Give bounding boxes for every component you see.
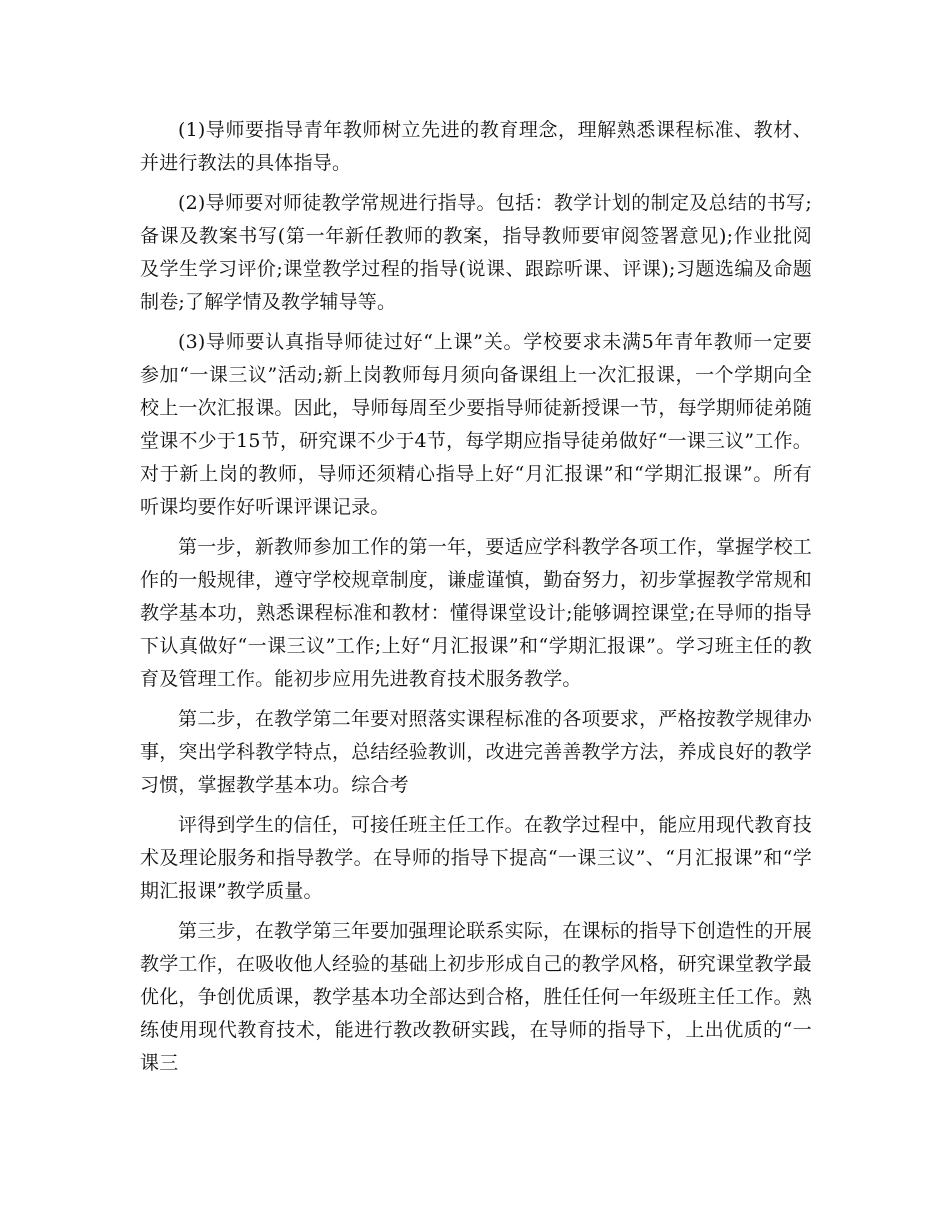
paragraph-5: 第二步，在教学第二年要对照落实课程标准的各项要求，严格按教学规律办事，突出学科教学特点，总结经验教训，改进完善善教学方法，养成良好的教学习惯，掌握教学基本功。综合考 bbox=[140, 708, 813, 796]
paragraph-4: 第一步，新教师参加工作的第一年，要适应学科教学各项工作，掌握学校工作的一般规律，遵守学校规章制度，谦虚谨慎，勤奋努力，初步掌握教学常规和教学基本功，熟悉课程标准和教材：懂得课堂设计;能够调控课堂;在导师的指导下认真做好“一课三议”工作;上好“月汇报课”和“学期汇报课”。学习班主任的教育及管理工作。能初步应用先进教育技术服务教学。 bbox=[140, 536, 813, 690]
document-body bbox=[140, 114, 812, 1087]
paragraph-7: 第三步，在教学第三年要加强理论联系实际，在课标的指导下创造性的开展教学工作，在吸收他人经验的基础上初步形成自己的教学风格，研究课堂教学最优化，争创优质课，教学基本功全部达到合格，胜任任何一年级班主任工作。熟练使用现代教育技术，能进行教改教研实践，在导师的指导下，上出优质的“一课三 bbox=[140, 920, 813, 1074]
paragraph-3: (3)导师要认真指导师徒过好“上课”关。学校要求未满5年青年教师一定要参加“一课三议”活动;新上岗教师每月须向备课组上一次汇报课，一个学期向全校上一次汇报课。因此，导师每周至少要指导师徒新授课一节，每学期师徒弟随堂课不少于15节，研究课不少于4节，每学期应指导徒弟做好“一课三议”工作。对于新上岗的教师，导师还须精心指导上好“月汇报课”和“学期汇报课”。所有听课均要作好听课评课记录。 bbox=[140, 331, 813, 518]
paragraph-1: (1)导师要指导青年教师树立先进的教育理念，理解熟悉课程标准、教材、并进行教法的具体指导。 bbox=[140, 119, 812, 174]
paragraph-6: 评得到学生的信任，可接任班主任工作。在教学过程中，能应用现代教育技术及理论服务和指导教学。在导师的指导下提高“一课三议”、“月汇报课”和“学期汇报课”教学质量。 bbox=[140, 814, 812, 902]
paragraph-2: (2)导师要对师徒教学常规进行指导。包括：教学计划的制定及总结的书写;备课及教案书写(第一年新任教师的教案，指导教师要审阅签署意见);作业批阅及学生学习评价;课堂教学过程的指导(说课、跟踪听课、评课);习题选编及命题制卷;了解学情及教学辅导等。 bbox=[140, 192, 812, 313]
